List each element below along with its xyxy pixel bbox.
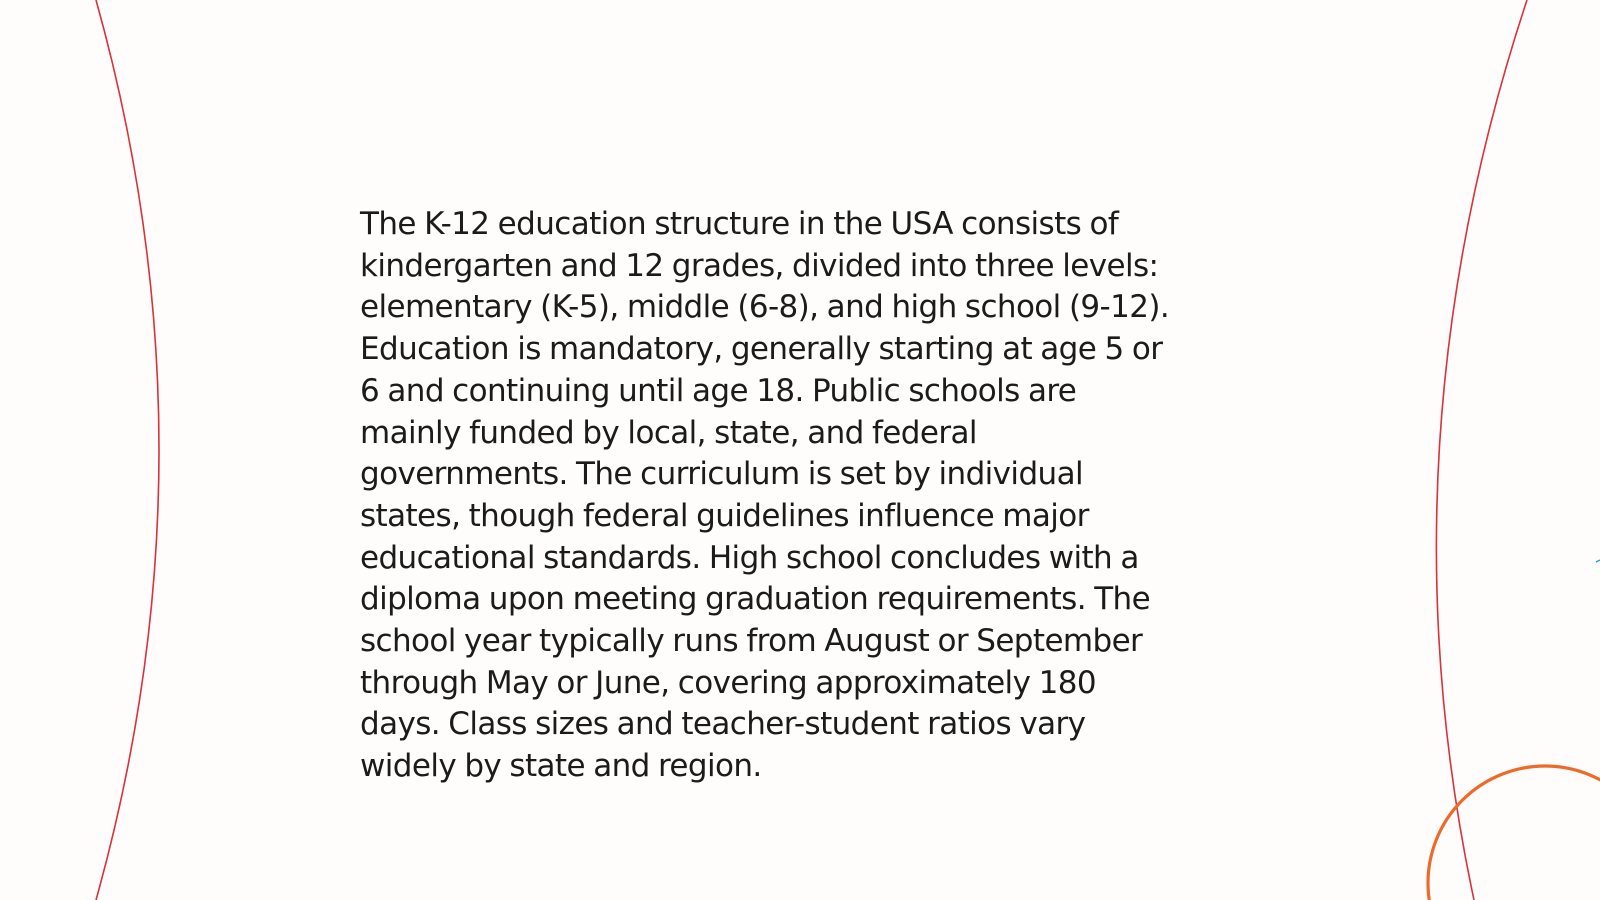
- paragraph-line: states, though federal guidelines influence major: [360, 497, 1089, 534]
- paragraph-line: kindergarten and 12 grades, divided into three levels:: [360, 247, 1159, 284]
- paragraph-line: through May or June, covering approximately 180: [360, 664, 1096, 701]
- paragraph-line: 6 and continuing until age 18. Public schools are: [360, 372, 1077, 409]
- right-arc-curve: [1436, 0, 1527, 900]
- paragraph-line: The K-12 education structure in the USA consists of: [360, 206, 1119, 242]
- paragraph-line: Education is mandatory, generally starting at age 5 or: [360, 331, 1163, 368]
- body-paragraph: [360, 204, 1260, 788]
- paragraph-line: diploma upon meeting graduation requirements. The: [360, 581, 1151, 618]
- teal-accent-mark: [1596, 560, 1600, 562]
- paragraph-line: mainly funded by local, state, and federal: [360, 414, 977, 451]
- paragraph-line: days. Class sizes and teacher-student ratios vary: [360, 706, 1086, 743]
- paragraph-line: school year typically runs from August or September: [360, 623, 1143, 660]
- paragraph-line: elementary (K-5), middle (6-8), and high school (9-12).: [360, 289, 1170, 326]
- left-arc-curve: [96, 0, 159, 900]
- paragraph-line: widely by state and region.: [360, 748, 762, 785]
- paragraph-line: educational standards. High school concludes with a: [360, 539, 1139, 576]
- paragraph-line: governments. The curriculum is set by individual: [360, 456, 1083, 493]
